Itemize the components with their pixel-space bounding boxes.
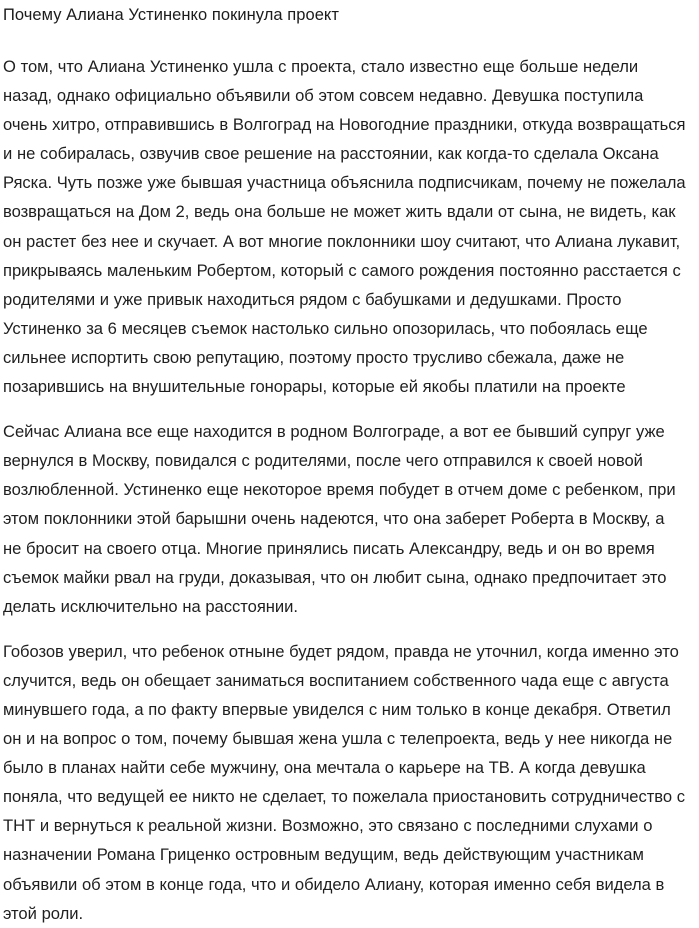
page-title: Почему Алиана Устиненко покинула проект: [3, 6, 339, 24]
article-paragraph: О том, что Алиана Устиненко ушла с проекта, стало известно еще больше недели назад, однако официально объявили об этом совсем недавно. Девушка поступила очень хитро, отправившись в Волгоград на Новогодние праздники, откуда возвращаться и не собиралась, озвучив свое решение на расстоянии, как когда-то сделала Оксана Ряска. Чуть позже уже бывшая участница объяснила подписчикам, почему не пожелала возвращаться на Дом 2, ведь она больше не может жить вдали от сына, не видеть, как он растет без нее и скучает. А вот многие поклонники шоу считают, что Алиана лукавит, прикрываясь маленьким Робертом, который с самого рождения постоянно расстается с родителями и уже привык находиться рядом с бабушками и дедушками. Просто Устиненко за 6 месяцев съемок настолько сильно опозорилась, что побоялась еще сильнее испортить свою репутацию, поэтому просто трусливо сбежала, даже не позарившись на внушительные гонорары, которые ей якобы платили на проекте: [3, 57, 686, 397]
article-paragraph: Сейчас Алиана все еще находится в родном Волгограде, а вот ее бывший супруг уже вернулся в Москву, повидался с родителями, после чего отправился к своей новой возлюбленной. Устиненко еще некоторое время побудет в отчем доме с ребенком, при этом поклонники этой барышни очень надеются, что она заберет Роберта в Москву, а не бросит на своего отца. Многие принялись писать Александру, ведь и он во время съемок майки рвал на груди, доказывая, что он любит сына, однако предпочитает это делать исключительно на расстоянии.: [3, 422, 676, 616]
article-paragraph: Гобозов уверил, что ребенок отныне будет рядом, правда не уточнил, когда именно это случится, ведь он обещает заниматься воспитанием собственного чада еще с августа минувшего года, а по факту впервые увиделся с ним только в конце декабря. Ответил он и на вопрос о том, почему бывшая жена ушла с телепроекта, ведь у нее никогда не было в планах найти себе мужчину, она мечтала о карьере на ТВ. А когда девушка поняла, что ведущей ее никто не сделает, то пожелала приостановить сотрудничество с ТНТ и вернуться к реальной жизни. Возможно, это связано с последними слухами о назначении Романа Гриценко островным ведущим, ведь действующим участникам объявили об этом в конце года, что и обидело Алиану, которая именно себя видела в этой роли.: [3, 641, 686, 923]
article-body: [3, 52, 687, 928]
